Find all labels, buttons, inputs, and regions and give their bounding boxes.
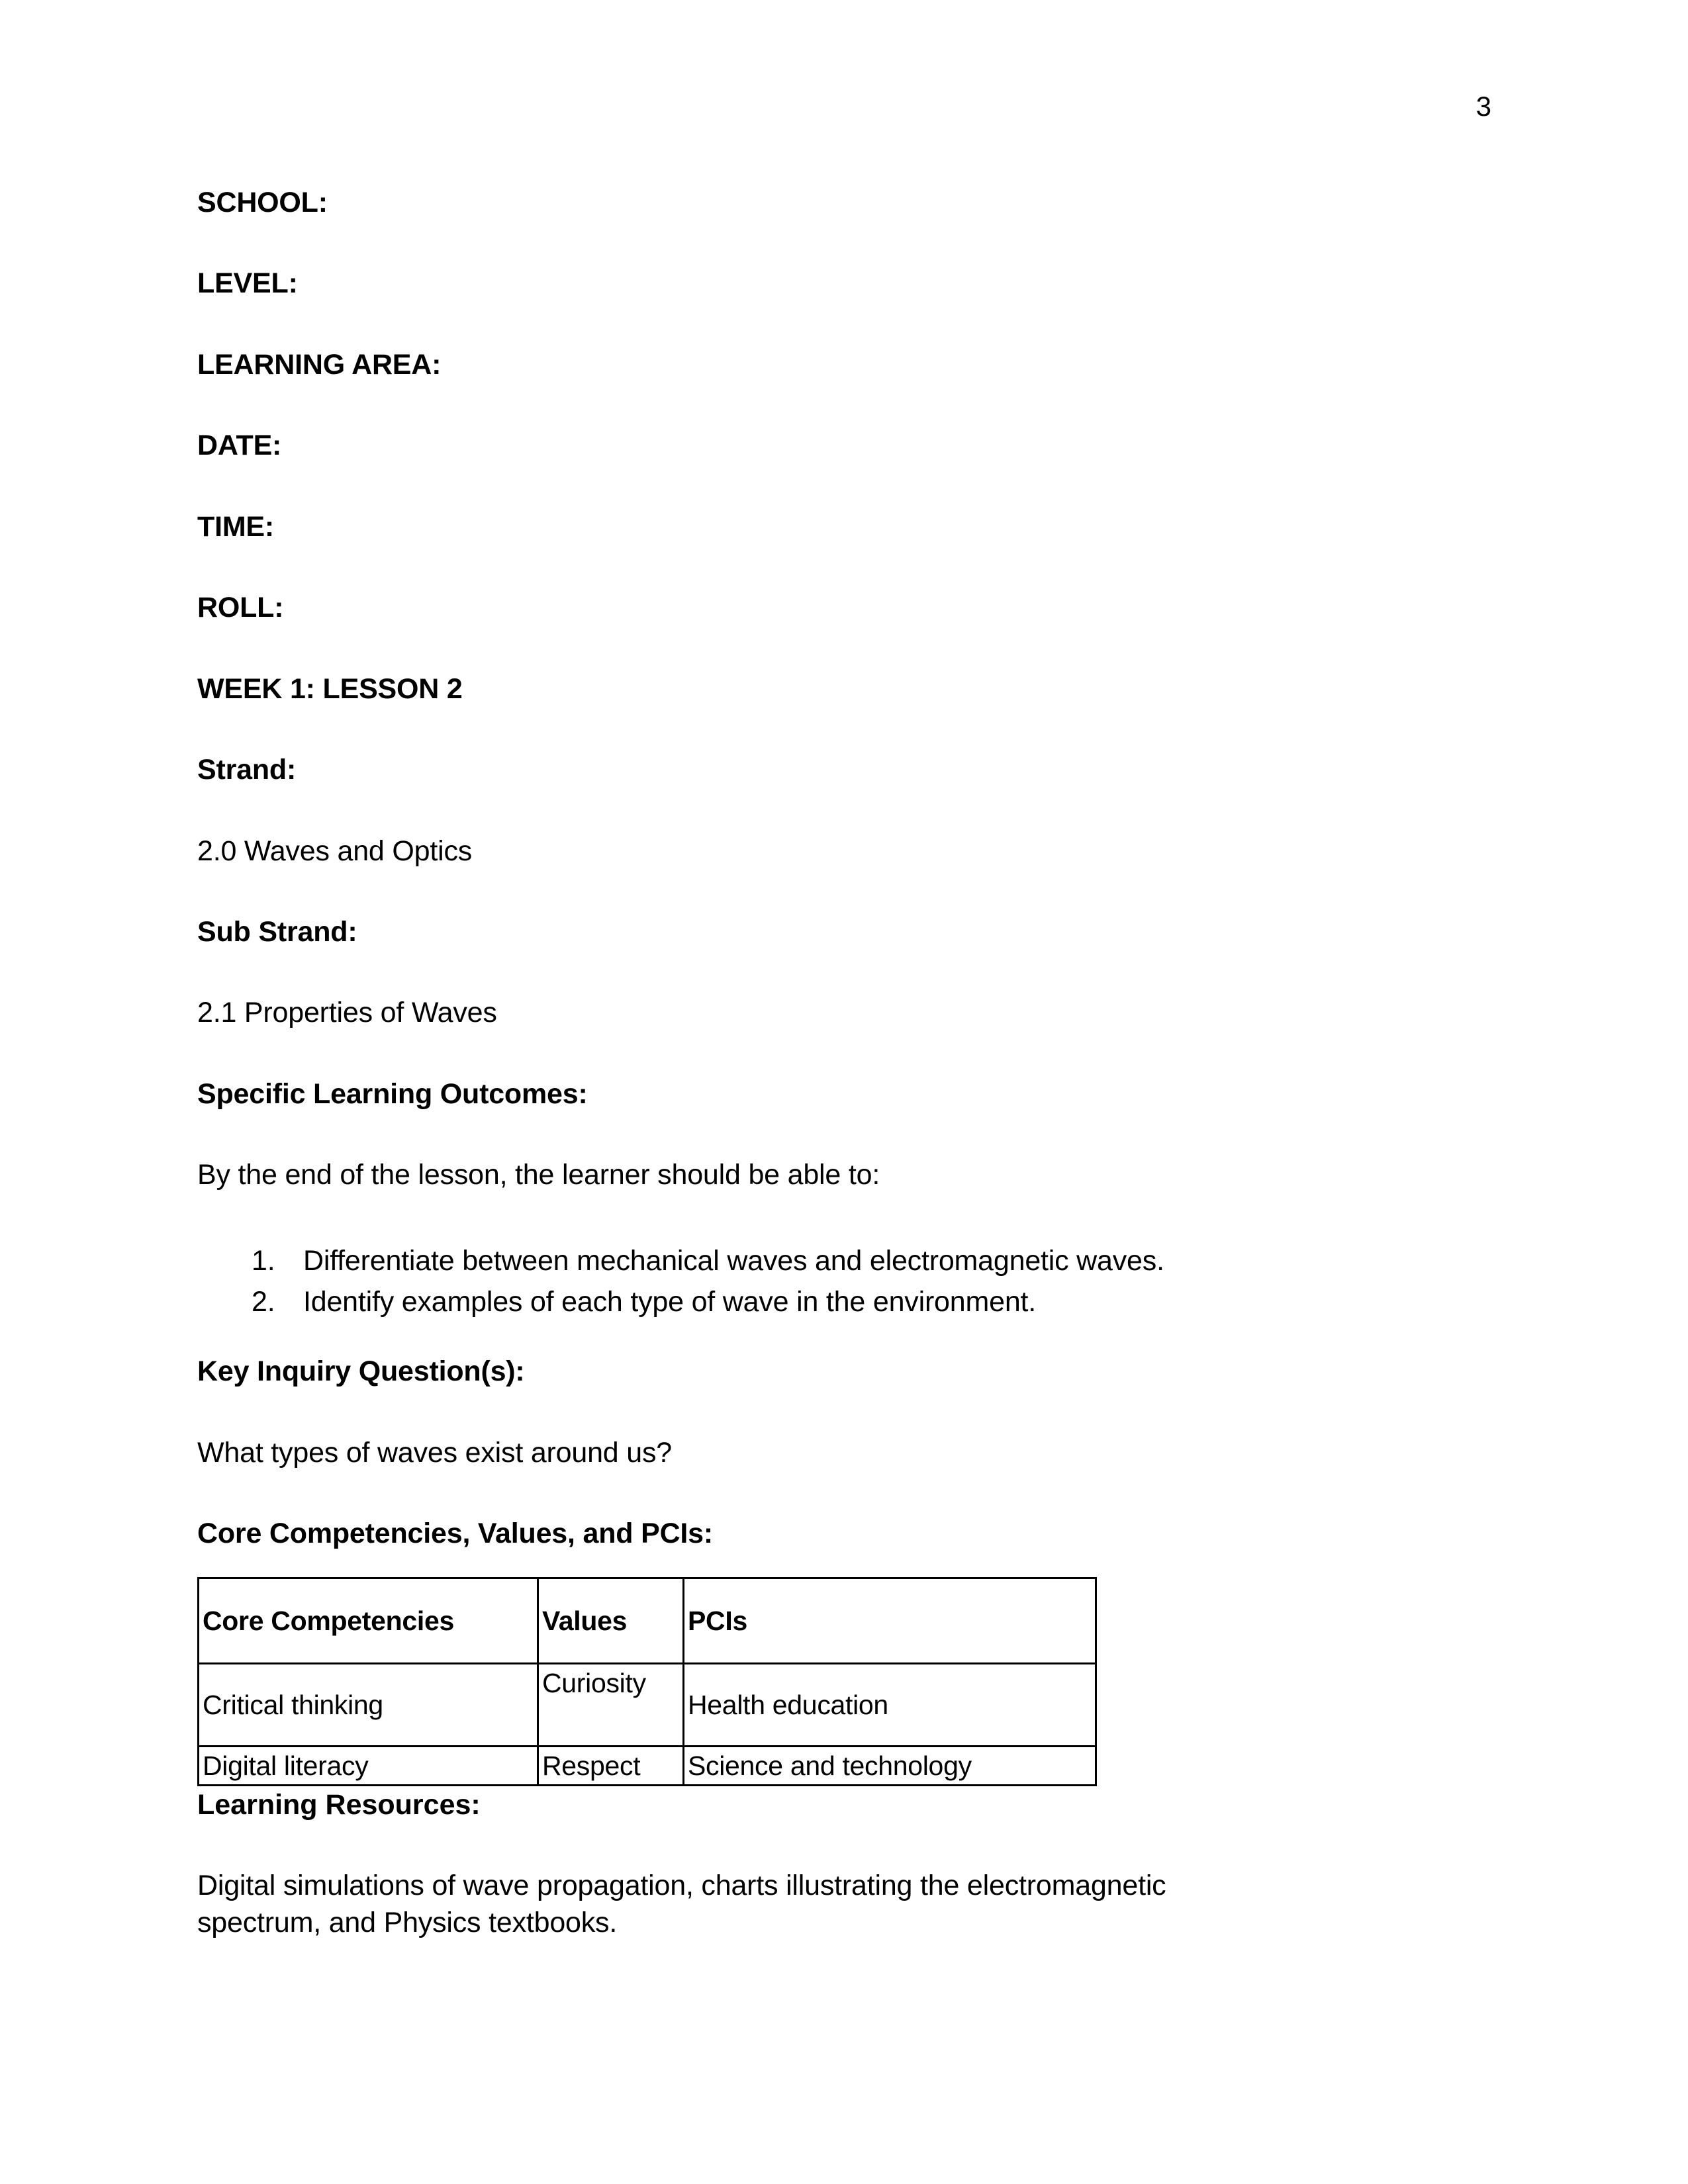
sub-strand-value: 2.1 Properties of Waves [197, 997, 497, 1029]
table-row [199, 1746, 1096, 1785]
field-label-level: LEVEL: [197, 267, 298, 300]
list-item: Identify examples of each type of wave in the environment. [303, 1286, 1037, 1318]
table-spacer [197, 1551, 1495, 1577]
table-cell-pci: Science and technology [684, 1746, 1096, 1785]
week-lesson-heading: WEEK 1: LESSON 2 [197, 672, 463, 705]
outcomes-intro: By the end of the lesson, the learner should be able to: [197, 1159, 880, 1191]
strand-label: Strand: [197, 754, 297, 786]
table-cell-value: Respect [538, 1746, 684, 1785]
strand-value: 2.0 Waves and Optics [197, 835, 473, 867]
core-competencies-table [197, 1577, 1097, 1786]
field-label-time: TIME: [197, 510, 275, 543]
key-inquiry-value: What types of waves exist around us? [197, 1436, 672, 1469]
page-number: 3 [1476, 91, 1491, 122]
core-competencies-label: Core Competencies, Values, and PCIs: [197, 1518, 713, 1550]
table-cell-value: Curiosity [538, 1663, 684, 1746]
field-label-roll: ROLL: [197, 592, 284, 624]
document-body [197, 187, 1495, 1942]
table-cell-pci: Health education [684, 1663, 1096, 1746]
learning-outcomes-list [197, 1240, 1495, 1323]
list-item: Differentiate between mechanical waves and electromagnetic waves. [303, 1244, 1164, 1277]
sub-strand-label: Sub Strand: [197, 915, 357, 948]
learning-resources-label: Learning Resources: [197, 1788, 481, 1821]
table-header-values: Values [538, 1578, 684, 1663]
field-label-school: SCHOOL: [197, 187, 328, 218]
table-header-core-competencies: Core Competencies [199, 1578, 538, 1663]
table-header-pcis: PCIs [684, 1578, 1096, 1663]
key-inquiry-label: Key Inquiry Question(s): [197, 1355, 525, 1388]
specific-learning-outcomes-label: Specific Learning Outcomes: [197, 1077, 588, 1110]
learning-resources-value: Digital simulations of wave propagation, charts illustrating the electromagnetic spectrum, and Physics textbooks. [197, 1870, 1166, 1939]
table-cell-competency: Digital literacy [199, 1746, 538, 1785]
table-cell-competency: Critical thinking [199, 1663, 538, 1746]
table-row [199, 1663, 1096, 1746]
table-header-row [199, 1578, 1096, 1663]
field-label-learning-area: LEARNING AREA: [197, 348, 442, 381]
field-label-date: DATE: [197, 430, 282, 462]
